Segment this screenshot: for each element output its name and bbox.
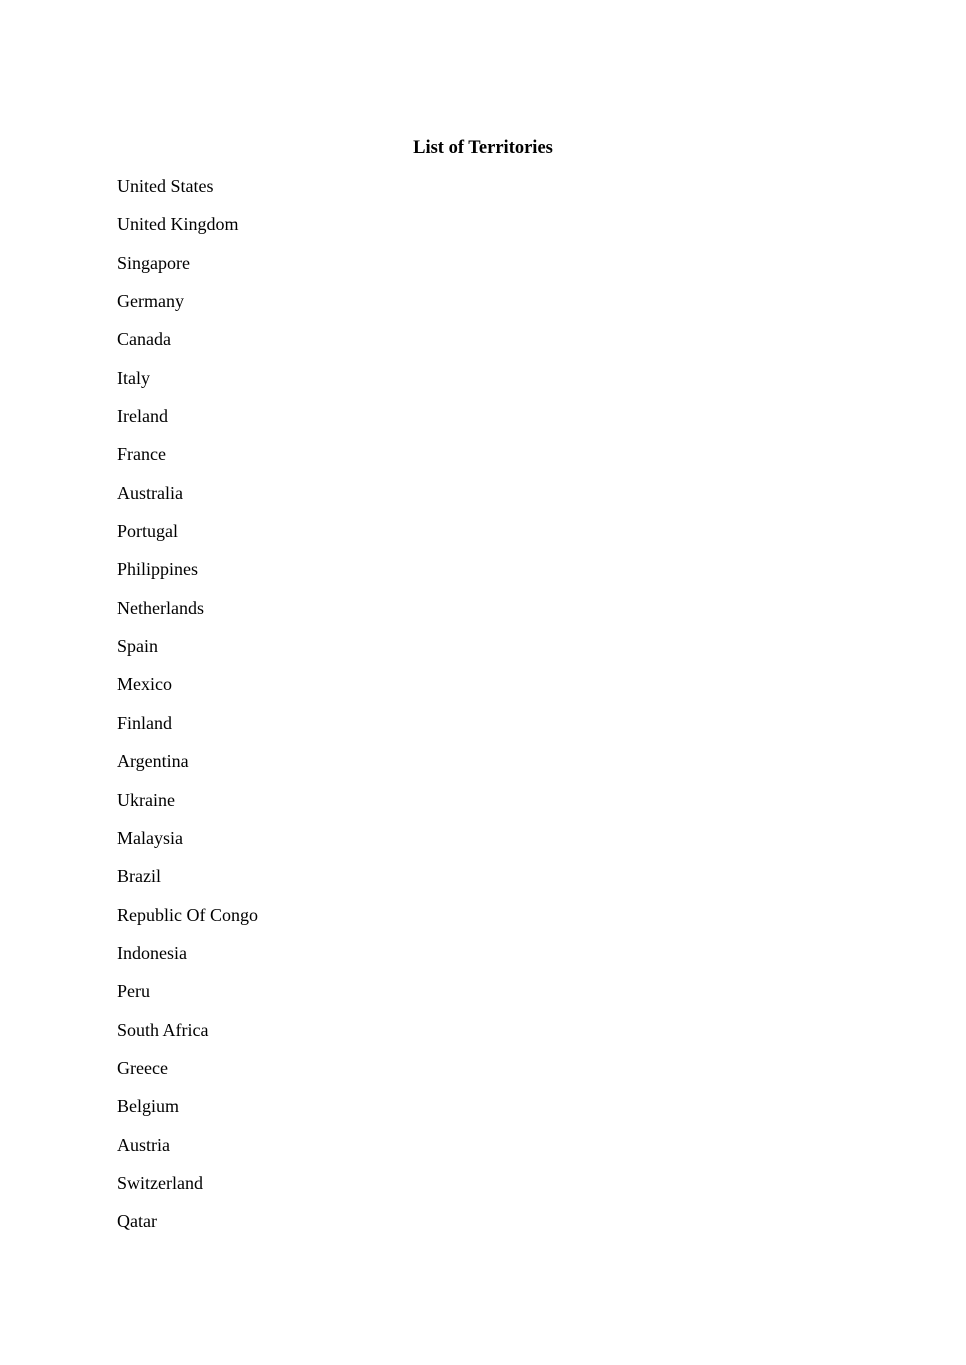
territory-item: Australia <box>117 482 183 503</box>
territory-item: Canada <box>117 329 171 350</box>
territory-item: Peru <box>117 981 150 1002</box>
territory-item: Singapore <box>117 252 190 273</box>
territory-item: France <box>117 444 166 465</box>
territory-item: Switzerland <box>117 1172 203 1193</box>
territory-item: Austria <box>117 1134 170 1155</box>
territory-item: Philippines <box>117 559 199 580</box>
territory-item: United Kingdom <box>117 214 239 235</box>
territory-item: Republic Of Congo <box>117 904 258 925</box>
territory-item: South Africa <box>117 1019 209 1040</box>
territory-item: United States <box>117 176 214 196</box>
territory-item: Germany <box>117 291 184 312</box>
territory-item: Indonesia <box>117 942 187 963</box>
territory-item: Belgium <box>117 1096 179 1117</box>
territory-item: Argentina <box>117 751 189 772</box>
territory-item: Greece <box>117 1057 168 1078</box>
document-title: List of Territories <box>413 138 553 158</box>
territory-item: Finland <box>117 712 173 733</box>
territory-item: Ireland <box>117 406 168 427</box>
territory-item: Qatar <box>117 1211 157 1232</box>
territory-item: Brazil <box>117 866 161 887</box>
territory-item: Spain <box>117 636 159 657</box>
territory-item: Portugal <box>117 521 178 542</box>
territory-item: Ukraine <box>117 789 175 810</box>
territory-list <box>117 174 258 1248</box>
territory-item: Malaysia <box>117 827 183 848</box>
territory-item: Netherlands <box>117 597 204 618</box>
territory-item: Mexico <box>117 674 172 695</box>
territory-item: Italy <box>117 367 150 388</box>
